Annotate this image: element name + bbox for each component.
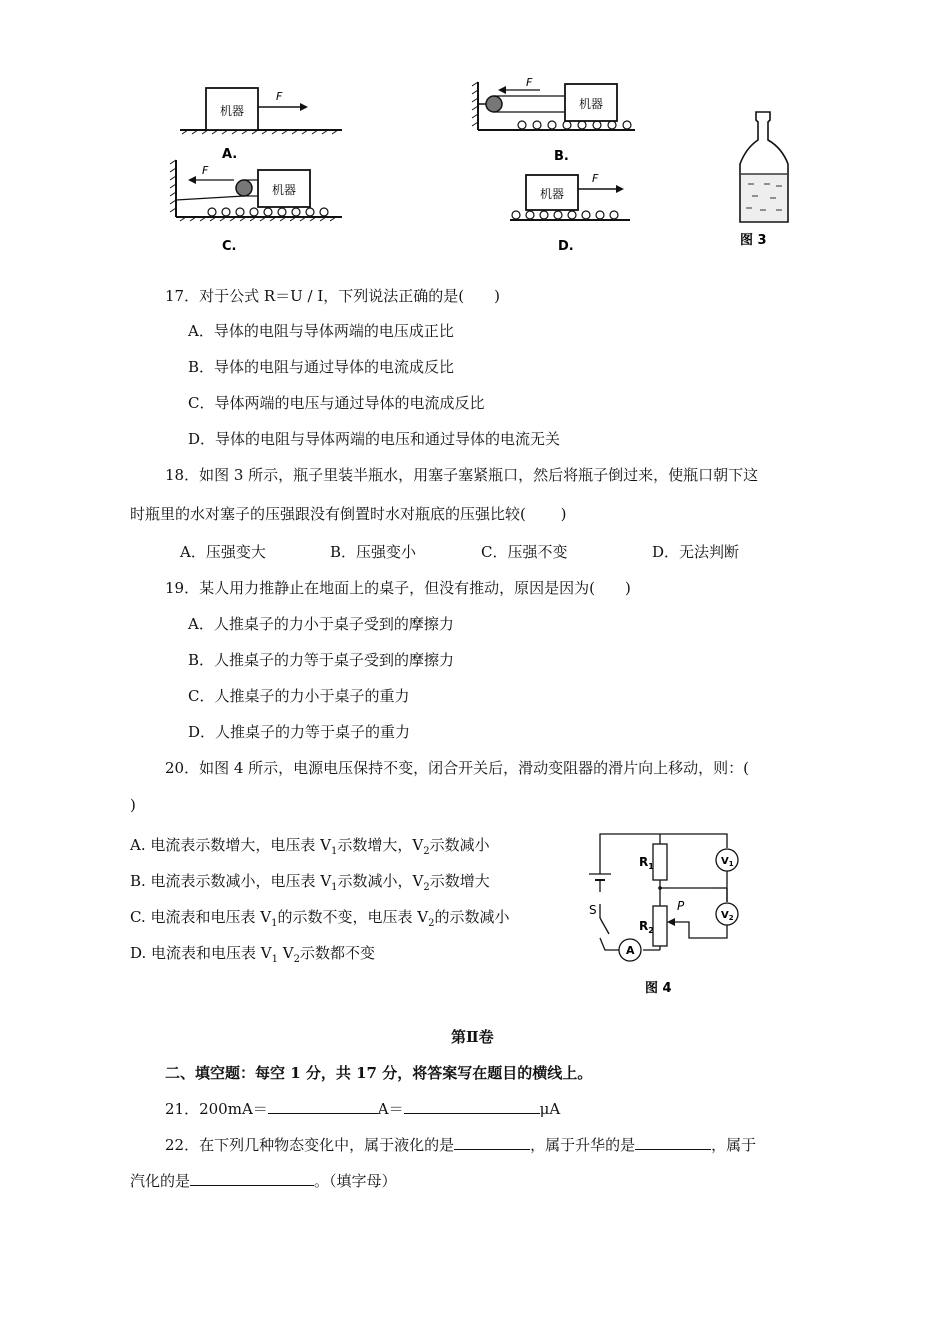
q19-option-a: A．人推桌子的力小于桌子受到的摩擦力 — [188, 615, 454, 633]
svg-text:机器: 机器 — [219, 104, 245, 118]
svg-text:C.: C. — [222, 239, 237, 254]
svg-text:D.: D. — [558, 239, 574, 254]
svg-text:A: A — [626, 944, 635, 957]
svg-text:机器: 机器 — [539, 187, 565, 201]
section-fill-blank-heading: 二、填空题：每空 1 分，共 17 分，将答案写在题目的横线上。 — [165, 1064, 593, 1082]
svg-text:F: F — [202, 164, 209, 177]
figure-c — [170, 160, 342, 254]
svg-text:机器: 机器 — [578, 97, 604, 111]
figure-d — [510, 172, 630, 254]
q19-option-d: D．人推桌子的力等于桌子的重力 — [188, 723, 411, 741]
q18-option-b: B．压强变小 — [330, 543, 417, 561]
svg-text:F: F — [276, 90, 283, 103]
svg-text:R1: $R_1$ — [639, 855, 654, 871]
q18-line1: 18．如图 3 所示，瓶子里装半瓶水，用塞子塞紧瓶口，然后将瓶子倒过来，使瓶口朝下这 — [165, 466, 759, 484]
q19-option-c: C．人推桌子的力小于桌子的重力 — [188, 687, 410, 705]
svg-text:V1: $V_1$ — [721, 856, 734, 868]
q22-blank-3[interactable] — [190, 1171, 314, 1186]
q20-option-c: C. 电流表和电压表 $V_1$的示数不变，电压表 $V_2$的示数减小 — [130, 908, 510, 929]
q20-option-d: D. 电流表和电压表 $V_1$ $V_2$示数都不变 — [130, 944, 376, 965]
svg-text:S: S — [589, 903, 597, 917]
q20-option-b: B. 电流表示数减小，电压表 $V_1$示数减小，$V_2$示数增大 — [130, 872, 490, 893]
q22-blank-1[interactable] — [454, 1135, 530, 1150]
q17-option-c: C．导体两端的电压与通过导体的电流成反比 — [188, 394, 485, 412]
figure-4-circuit — [585, 826, 750, 1001]
svg-text:F: F — [526, 76, 533, 89]
q22-line2: 汽化的是 。（填字母） — [130, 1172, 397, 1190]
q22-blank-2[interactable] — [635, 1135, 711, 1150]
q21: 21．200mA＝ A＝ μA — [165, 1100, 561, 1118]
svg-text:F: F — [592, 172, 599, 185]
q18-option-d: D．无法判断 — [652, 543, 740, 561]
q18-option-c: C．压强不变 — [481, 543, 568, 561]
q21-blank-2[interactable] — [404, 1099, 540, 1114]
q17-option-a: A．导体的电阻与导体两端的电压成正比 — [188, 322, 454, 340]
q20-option-a: A. 电流表示数增大，电压表 $V_1$示数增大，$V_2$示数减小 — [130, 836, 490, 857]
svg-text:V2: $V_2$ — [721, 910, 734, 922]
q19-stem: 19．某人用力推静止在地面上的桌子，但没有推动，原因是因为( ) — [165, 579, 631, 597]
q19-option-b: B．人推桌子的力等于桌子受到的摩擦力 — [188, 651, 455, 669]
q20-line1: 20．如图 4 所示，电源电压保持不变，闭合开关后，滑动变阻器的滑片向上移动，则：( — [165, 759, 750, 777]
q18-option-a: A．压强变大 — [180, 543, 266, 561]
svg-text:B.: B. — [554, 149, 569, 164]
figure-machines — [160, 72, 660, 262]
part2-title: 第Ⅱ卷 — [451, 1028, 494, 1046]
q22-line1: 22．在下列几种物态变化中，属于液化的是 ，属于升华的是 ，属于 — [165, 1136, 757, 1154]
q20-line2: ) — [130, 796, 136, 814]
svg-text:R2: $R_2$ — [639, 919, 654, 935]
q17-option-b: B．导体的电阻与通过导体的电流成反比 — [188, 358, 455, 376]
svg-text:图 4: 图 4 — [645, 981, 672, 996]
figure-a — [180, 88, 342, 162]
q17-stem: 17．对于公式 R＝U / I，下列说法正确的是( ) — [165, 287, 501, 305]
svg-text:机器: 机器 — [271, 183, 297, 197]
svg-text:图 3: 图 3 — [740, 233, 767, 248]
svg-text:P: P — [677, 899, 685, 913]
q21-blank-1[interactable] — [268, 1099, 378, 1114]
q18-line2: 时瓶里的水对塞子的压强跟没有倒置时水对瓶底的压强比较( ) — [130, 505, 567, 523]
svg-text:A.: A. — [222, 147, 238, 162]
figure-b — [472, 76, 635, 164]
q17-option-d: D．导体的电阻与导体两端的电压和通过导体的电流无关 — [188, 430, 561, 448]
figure-3-bottle — [730, 106, 800, 251]
